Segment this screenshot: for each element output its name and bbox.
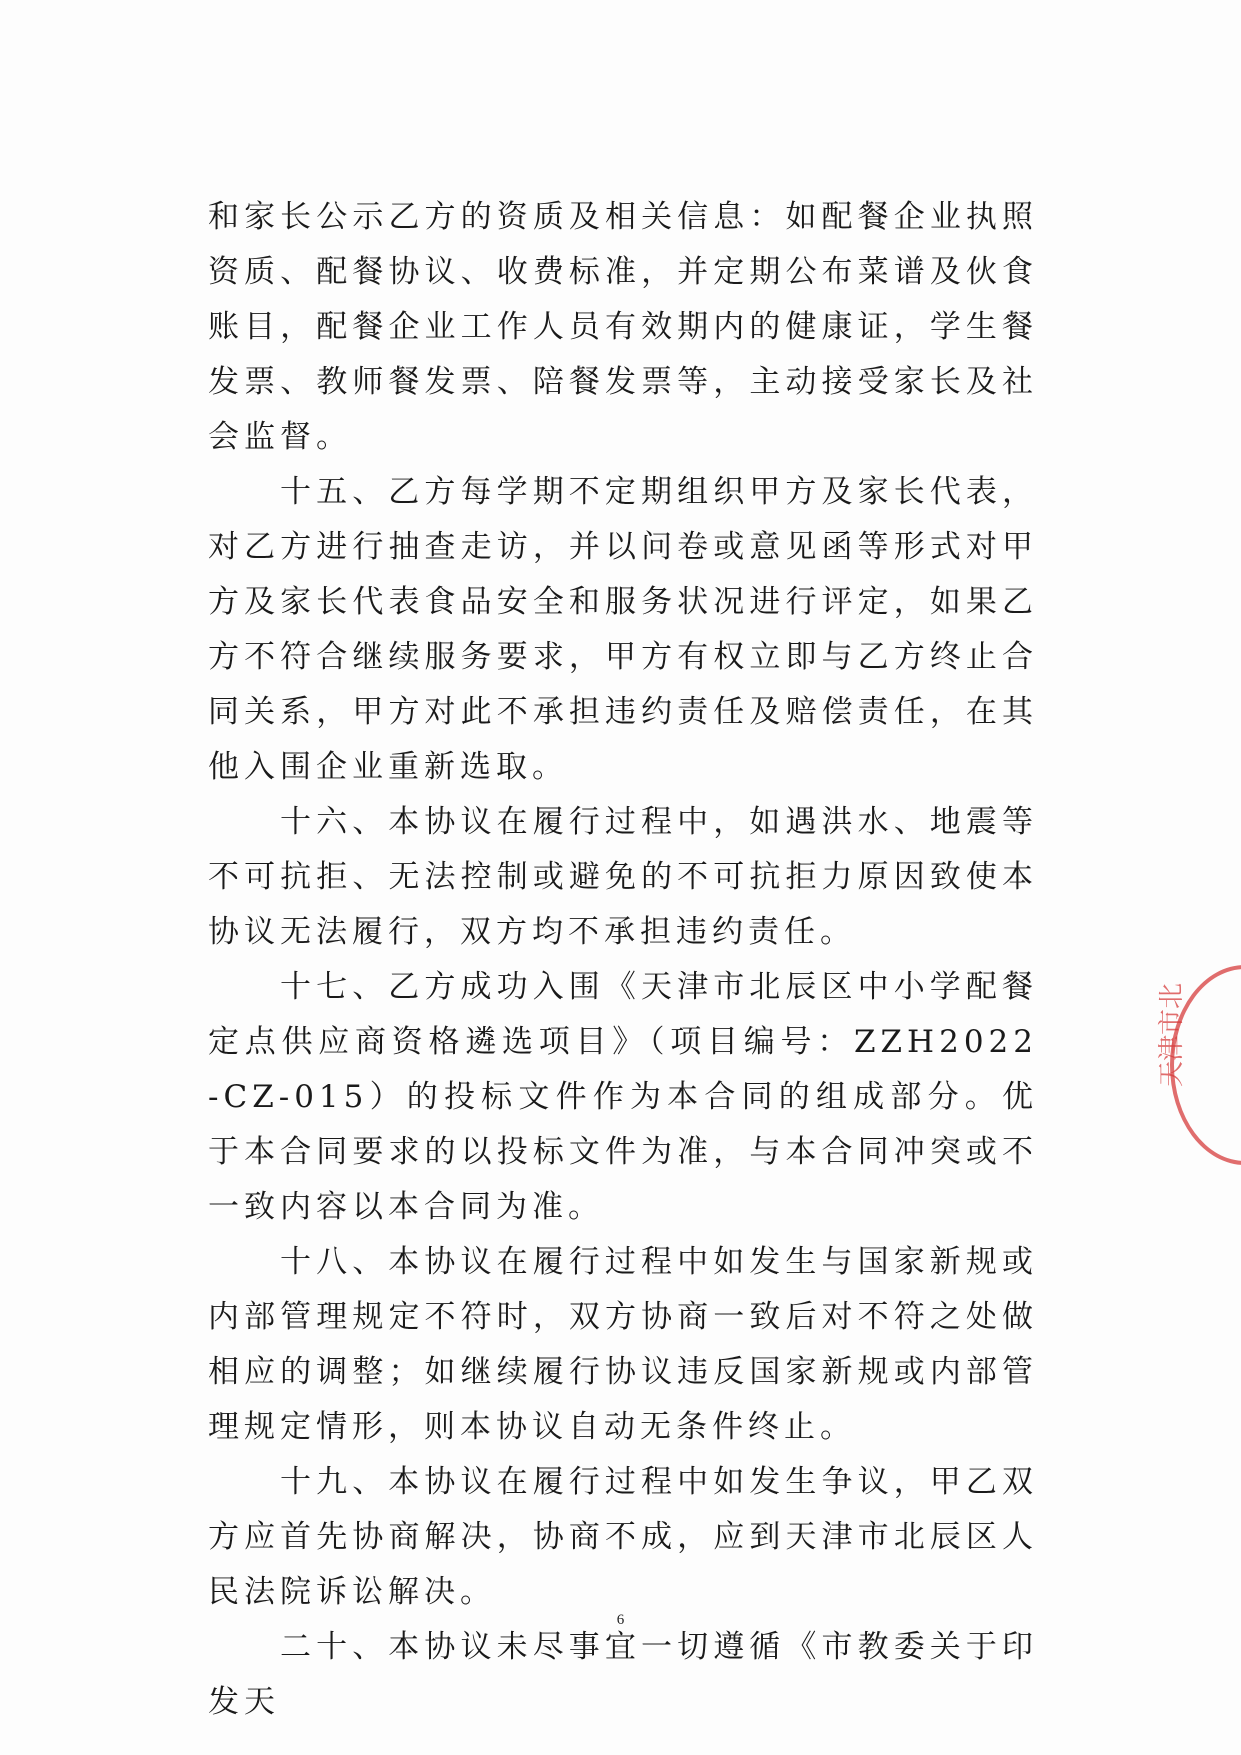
- page-number: 6: [616, 1612, 625, 1628]
- paragraph-clause-18: 十八、本协议在履行过程中如发生与国家新规或内部管理规定不符时，双方协商一致后对不符之处做相应的调整；如继续履行协议违反国家新规或内部管理规定情形，则本协议自动无条件终止。: [208, 1244, 1038, 1445]
- seal-text: 天津市北: [1157, 982, 1187, 1087]
- paragraph-clause-15: 十五、乙方每学期不定期组织甲方及家长代表，对乙方进行抽查走访，并以问卷或意见函等形式对甲方及家长代表食品安全和服务状况进行评定，如果乙方不符合继续服务要求，甲方有权立即与乙方终止合同关系，甲方对此不承担违约责任及赔偿责任，在其他入围企业重新选取。: [208, 474, 1038, 785]
- paragraph-clause-20: 二十、本协议未尽事宜一切遵循《市教委关于印发天: [208, 1629, 1038, 1720]
- paragraph-clause-19: 十九、本协议在履行过程中如发生争议，甲乙双方应首先协商解决，协商不成，应到天津市北辰区人民法院诉讼解决。: [208, 1464, 1038, 1610]
- document-body: [208, 190, 1038, 1730]
- paragraph-clause-17: 十七、乙方成功入围《天津市北辰区中小学配餐定点供应商资格遴选项目》（项目编号：ZZH2022-CZ-015）的投标文件作为本合同的组成部分。优于本合同要求的以投标文件为准，与本合同冲突或不一致内容以本合同为准。: [208, 969, 1038, 1225]
- paragraph-continuation: 和家长公示乙方的资质及相关信息：如配餐企业执照资质、配餐协议、收费标准，并定期公布菜谱及伙食账目，配餐企业工作人员有效期内的健康证，学生餐发票、教师餐发票、陪餐发票等，主动接受家长及社会监督。: [208, 199, 1038, 455]
- paragraph-clause-16: 十六、本协议在履行过程中，如遇洪水、地震等不可抗拒、无法控制或避免的不可抗拒力原因致使本协议无法履行，双方均不承担违约责任。: [208, 804, 1038, 950]
